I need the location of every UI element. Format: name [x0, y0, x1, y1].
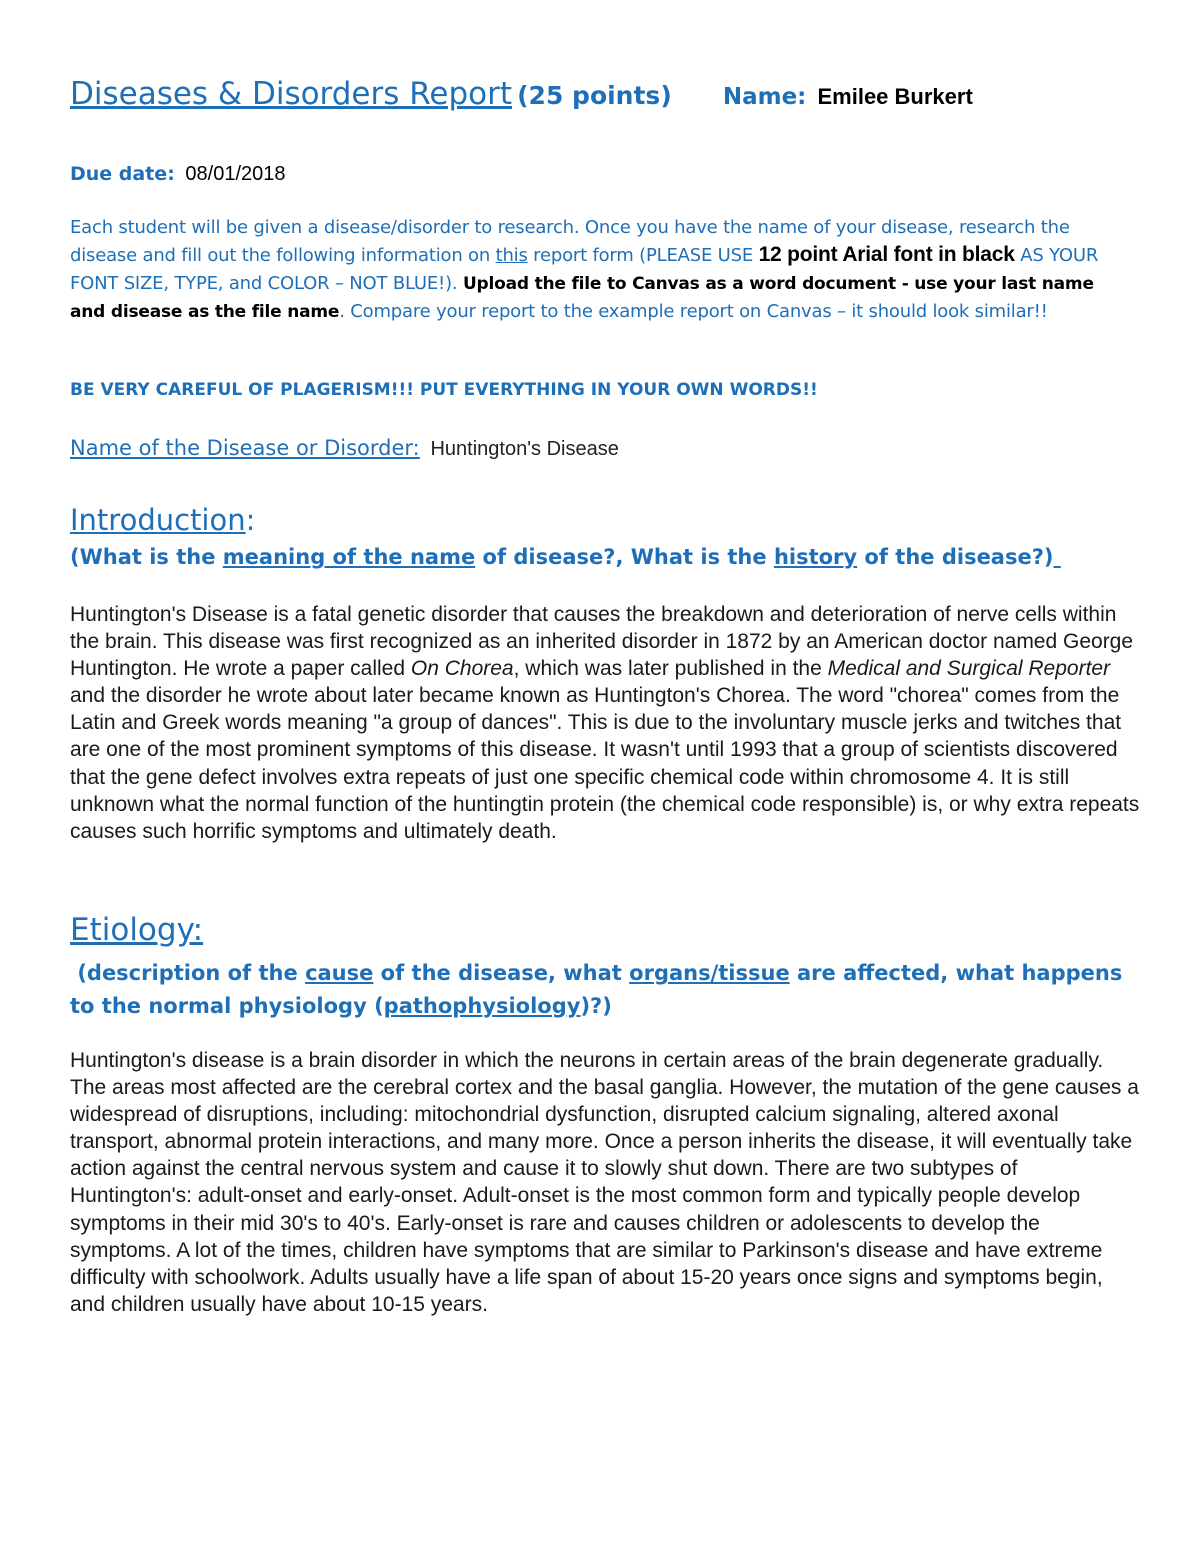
introduction-heading — [70, 503, 255, 537]
due-date-value: 08/01/2018 — [185, 163, 286, 185]
etiology-q-pathophysiology: pathophysiology — [383, 994, 581, 1018]
instructions-text-1: Each student will be given a disease/disorder to research. Once you have the name of your disease, research the disease and fill out the following information on — [70, 217, 1070, 267]
plagiarism-warning: BE VERY CAREFUL OF PLAGERISM!!! PUT EVERYTHING IN YOUR OWN WORDS!! — [70, 380, 818, 400]
intro-q-part: of disease?, What is the — [475, 545, 774, 569]
etiology-body: Huntington's disease is a brain disorder in which the neurons in certain areas of the brain degenerate gradually. The areas most affected are the cerebral cortex and the basal ganglia. However, the mutation of the gene causes a widespread of disruptions, including: mitochondrial dysfunction, disrupted calcium signaling, altered axonal transport, abnormal protein interactions, and many more. Once a person inherits the disease, it will eventually take action against the central nervous system and cause it to slowly shut down. There are two subtypes of Huntington's: adult-onset and early-onset. Adult-onset is the most common form and typically people develop symptoms in their mid 30's to 40's. Early-onset is rare and causes children or adolescents to develop the symptoms. A lot of the times, children have symptoms that are similar to Parkinson's disease and have extreme difficulty with schoolwork. Adults usually have a life span of about 15-20 years once signs and symptoms begin, and children usually have about 10-15 years. — [70, 1049, 1139, 1316]
introduction-heading-text: Introduction — [70, 503, 246, 537]
instructions-text-2: report form (PLEASE USE — [527, 245, 759, 267]
due-date-label: Due date: — [70, 163, 175, 185]
intro-q-meaning: meaning of the name — [222, 545, 476, 569]
disease-name-value: Huntington's Disease — [430, 438, 619, 460]
intro-body-journal: Medical and Surgical Reporter — [827, 657, 1111, 681]
etiology-q-cause: cause — [305, 961, 374, 985]
instructions-text-3: AS YOUR FONT SIZE, TYPE, and COLOR – NOT BLUE!). — [70, 245, 1099, 294]
report-points: (25 points) — [517, 81, 672, 110]
instructions-text-4: . Compare your report to the example report on Canvas – it should look similar!! — [339, 300, 1048, 322]
name-label: Name: — [722, 84, 807, 110]
intro-q-history: history — [773, 545, 858, 569]
etiology-q-organs: organs/tissue — [629, 961, 790, 985]
introduction-body — [70, 601, 1140, 845]
instructions-this: this — [495, 245, 528, 267]
disease-name-label: Name of the Disease or Disorder: — [70, 436, 420, 460]
intro-body-text: Huntington's Disease is a fatal genetic disorder that causes the breakdown and deterioration of nerve cells within the brain. This disease was first recognized as an inherited disorder in 1872 by an American doctor named George Huntington. He wrote a paper called — [70, 603, 1134, 681]
etiology-heading: Etiology: — [70, 912, 204, 948]
etiology-q-part: are affected, what happens to the normal physiology ( — [70, 961, 1123, 1018]
instructions-paragraph — [70, 214, 1130, 326]
etiology-q-part: (description of the — [70, 961, 306, 985]
introduction-question — [70, 545, 1061, 569]
introduction-heading-colon: : — [245, 503, 256, 537]
instructions-upload: Upload the file to Canvas as a word document - use your last name and disease as the file name — [70, 273, 1094, 322]
student-name: Emilee Burkert — [817, 84, 973, 109]
intro-q-part: of the disease?) — [857, 545, 1054, 569]
intro-body-text: and the disorder he wrote about later became known as Huntington's Chorea. The word "chorea" comes from the Latin and Greek words meaning "a group of dances". This is due to the involuntary muscle jerks and twitches that are one of the most prominent symptoms of this disease. It wasn't until 1993 that a group of scientists discovered that the gene defect involves extra repeats of just one specific chemical code within chromosome 4. It is still unknown what the normal function of the huntingtin protein (the chemical code responsible) is, or why extra repeats causes such horrific symptoms and ultimately death. — [70, 684, 1140, 843]
intro-q-part: (What is the — [70, 545, 223, 569]
due-date-row — [70, 163, 286, 186]
intro-q-trailing-underline — [1054, 545, 1061, 569]
etiology-question — [70, 957, 1150, 1023]
etiology-q-part: )?) — [580, 994, 612, 1018]
title-row — [70, 76, 1150, 112]
instructions-font-requirement: 12 point Arial font in black — [758, 243, 1015, 267]
etiology-q-part: of the disease, what — [373, 961, 630, 985]
intro-body-text: , which was later published in the — [513, 657, 828, 681]
intro-body-on-chorea: On Chorea — [410, 657, 514, 681]
report-title: Diseases & Disorders Report — [70, 76, 513, 112]
disease-name-row — [70, 436, 619, 461]
